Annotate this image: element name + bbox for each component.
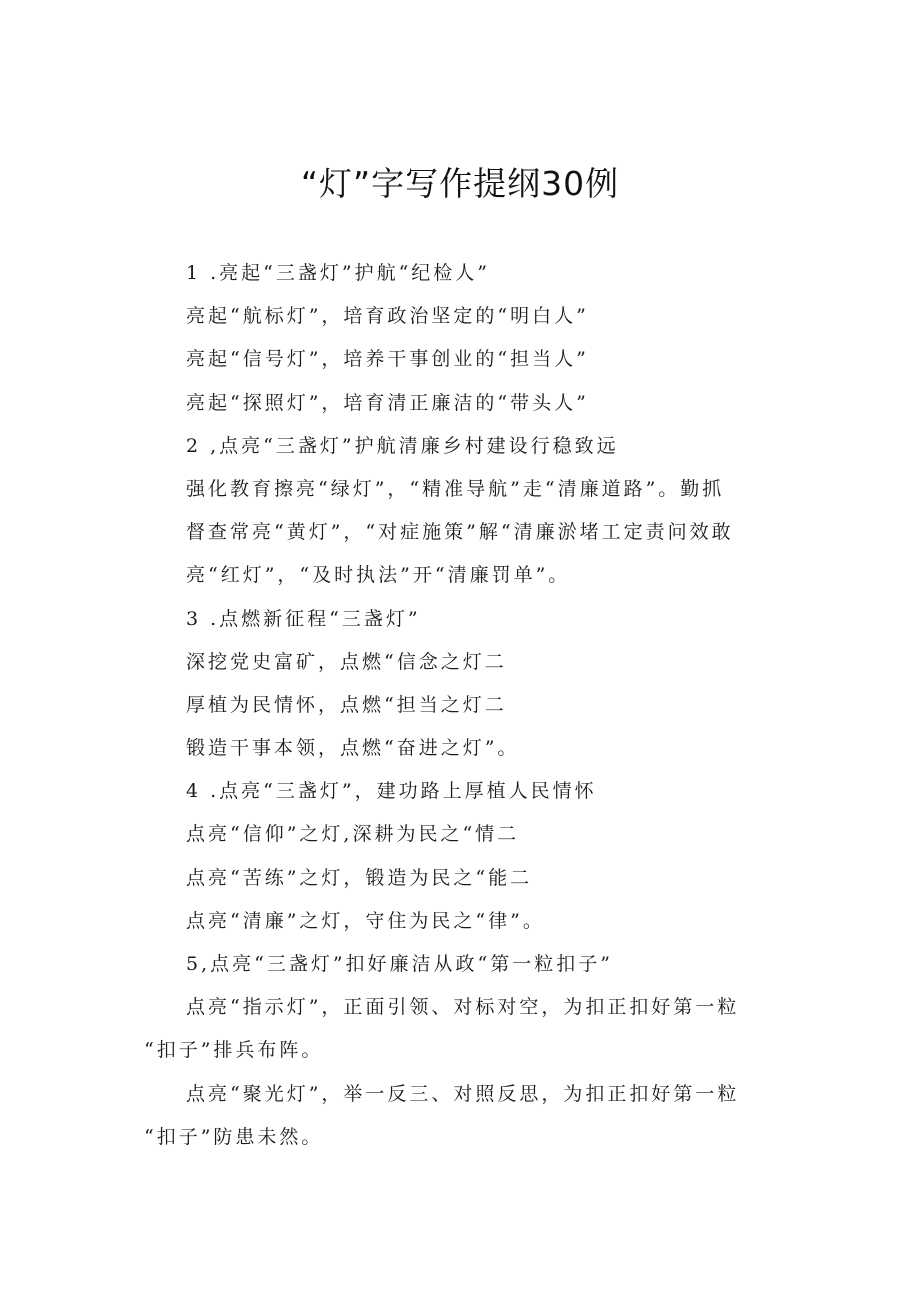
text-line: 督查常亮“黄灯”，“对症施策”解“清廉淤堵工定责问效敢: [186, 521, 734, 544]
text-line: 点亮“信仰”之灯,深耕为民之“情二: [186, 823, 520, 846]
text-line: 亮起“航标灯”，培育政治坚定的“明白人”: [186, 305, 589, 328]
text-line: 1 .亮起“三盏灯”护航“纪检人”: [186, 262, 491, 284]
text-line: 点亮“指示灯”，正面引领、对标对空，为扣正扣好第一粒: [186, 996, 740, 1019]
document-title: “灯”字写作提纲30例: [300, 164, 620, 203]
text-line: “扣子”排兵布阵。: [144, 1039, 324, 1062]
text-line: 2 ,点亮“三盏灯”护航清廉乡村建设行稳致远: [186, 434, 619, 457]
text-line: 4 .点亮“三盏灯”，建功路上厚植人民情怀: [186, 780, 597, 803]
text-line: “扣子”防患未然。: [144, 1125, 324, 1148]
document-body: [0, 252, 920, 1159]
text-line: 3 .点燃新征程“三盏灯”: [186, 607, 421, 630]
text-line: 点亮“清廉”之灯，守住为民之“律”。: [186, 909, 545, 932]
text-line: 锻造干事本领，点燃“奋进之灯”。: [186, 737, 520, 760]
text-line: 亮起“探照灯”，培育清正廉洁的“带头人”: [186, 391, 589, 414]
text-line: 强化教育擦亮“绿灯”，“精准导航”走“清廉道路”。勤抓: [186, 477, 725, 500]
text-line: 深挖党史富矿，点燃“信念之灯二: [186, 650, 507, 673]
text-line: 厚植为民情怀，点燃“担当之灯二: [186, 693, 507, 716]
text-line: 点亮“聚光灯”，举一反三、对照反思，为扣正扣好第一粒: [186, 1082, 740, 1105]
text-line: 亮起“信号灯”，培养干事创业的“担当人”: [186, 348, 589, 371]
text-line: 亮“红灯”，“及时执法”开“清廉罚单”。: [186, 564, 571, 587]
text-line: 点亮“苦练”之灯，锻造为民之“能二: [186, 866, 533, 889]
text-line: 5,点亮“三盏灯”扣好廉洁从政“第一粒扣子”: [186, 953, 613, 975]
